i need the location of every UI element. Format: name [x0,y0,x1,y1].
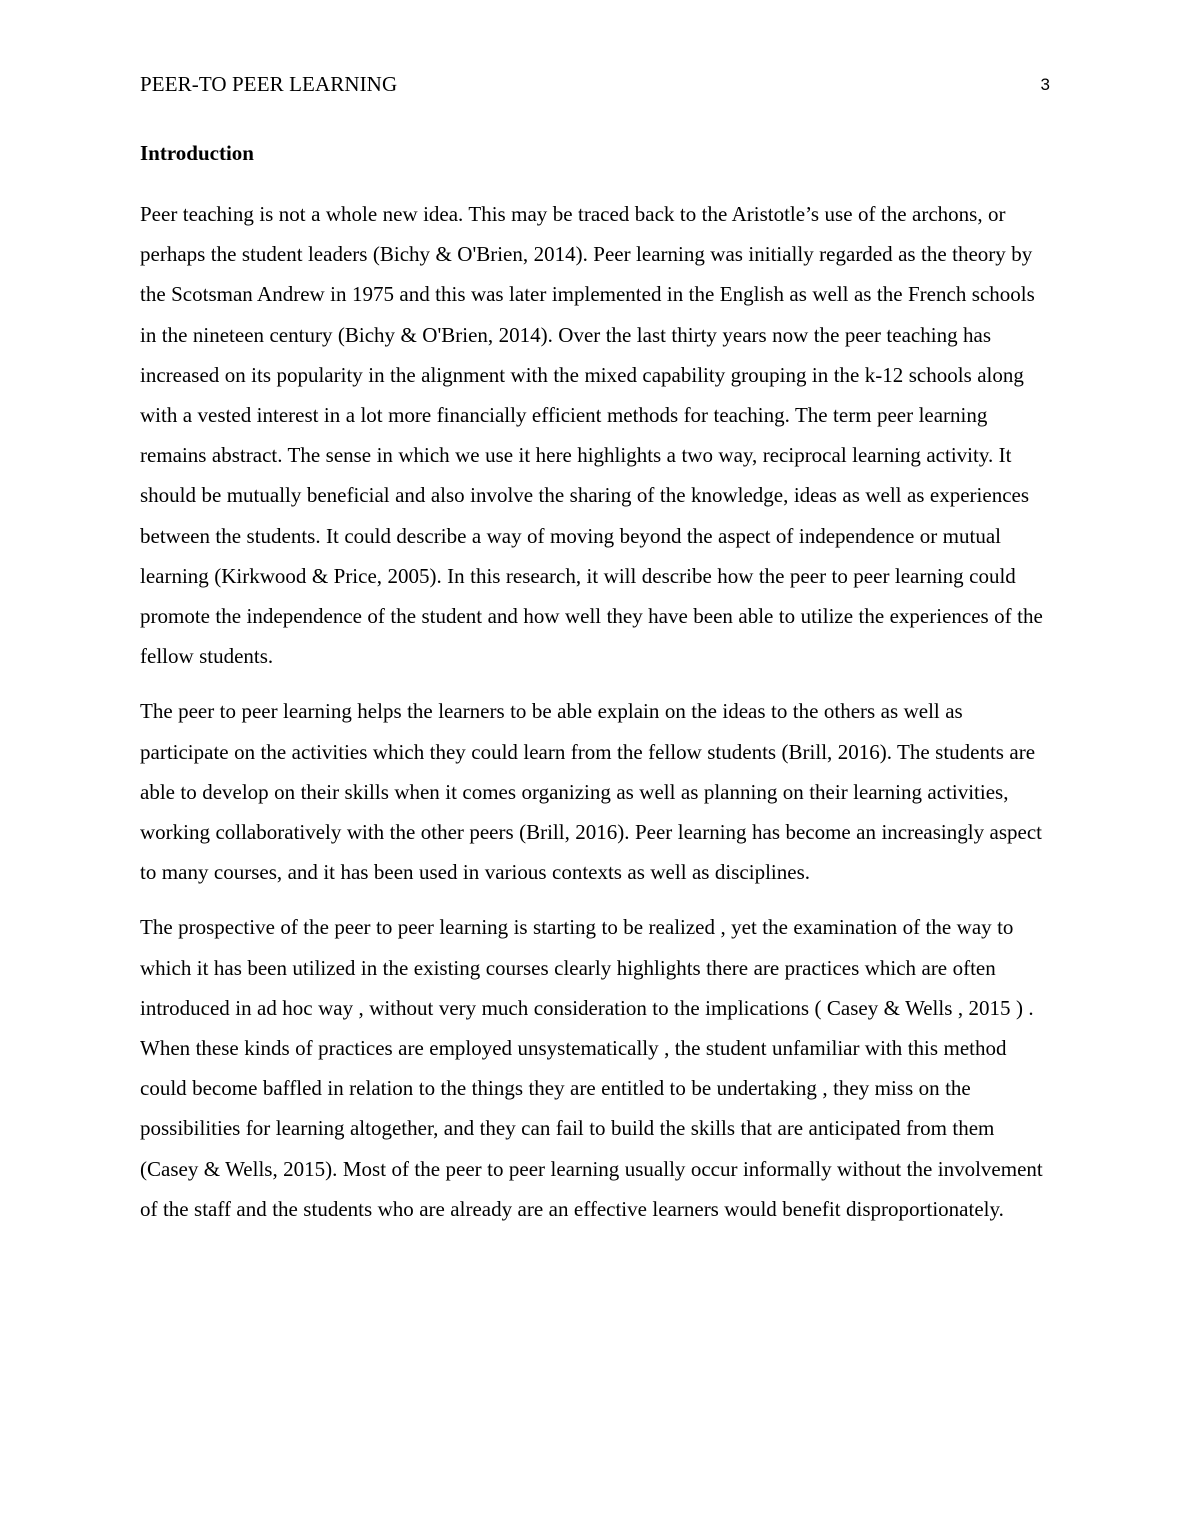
document-body [140,138,1052,1229]
page-number: 3 [1040,75,1050,94]
paragraph-2: The peer to peer learning helps the learners to be able explain on the ideas to the others as well as participate on the activities which they could learn from the fellow students (Brill, 2016). The students are able to develop on their skills when it comes organizing as well as planning on their learning activities, working collaboratively with the other peers (Brill, 2016). Peer learning has become an increasingly aspect to many courses, and it has been used in various contexts as well as disciplines. [140,699,1043,885]
paragraph-1: Peer teaching is not a whole new idea. This may be traced back to the Aristotle’s use of the archons, or perhaps the student leaders (Bichy & O'Brien, 2014). Peer learning was initially regarded as the theory by the Scotsman Andrew in 1975 and this was later implemented in the English as well as the French schools in the nineteen century (Bichy & O'Brien, 2014). Over the last thirty years now the peer teaching has increased on its popularity in the alignment with the mixed capability grouping in the k-12 schools along with a vested interest in a lot more financially efficient methods for teaching. The term peer learning remains abstract. The sense in which we use it here highlights a two way, reciprocal learning activity. It should be mutually beneficial and also involve the sharing of the knowledge, ideas as well as experiences between the students. It could describe a way of moving beyond the aspect of independence or mutual learning (Kirkwood & Price, 2005). In this research, it will describe how the peer to peer learning could promote the independence of the student and how well they have been able to utilize the experiences of the fellow students. [140,202,1043,669]
paragraph-3: The prospective of the peer to peer learning is starting to be realized , yet the examination of the way to which it has been utilized in the existing courses clearly highlights there are practices which are often introduced in ad hoc way , without very much consideration to the implications ( Casey & Wells , 2015 ) . When these kinds of practices are employed unsystematically , the student unfamiliar with this method could become baffled in relation to the things they are entitled to be undertaking , they miss on the possibilities for learning altogether, and they can fail to build the skills that are anticipated from them (Casey & Wells, 2015). Most of the peer to peer learning usually occur informally without the involvement of the staff and the students who are already are an effective learners would benefit disproportionately. [140,915,1043,1221]
section-heading: Introduction [140,141,254,165]
running-head: PEER-TO PEER LEARNING [140,72,398,96]
